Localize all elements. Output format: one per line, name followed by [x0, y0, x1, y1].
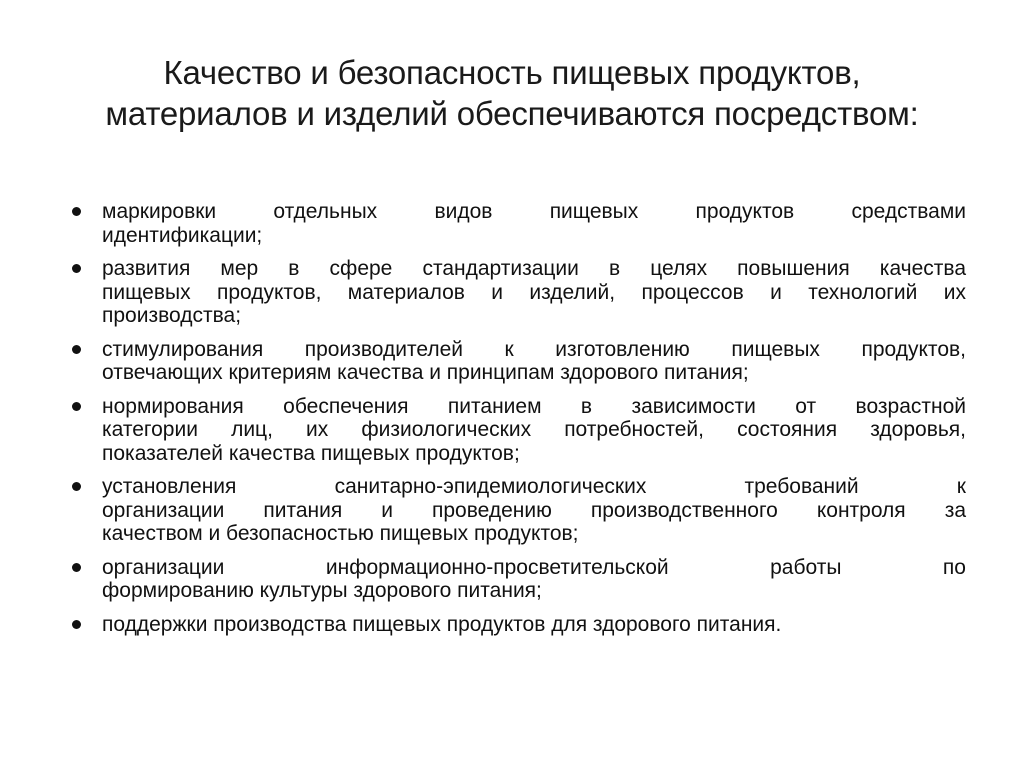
bullet-line: поддержки производства пищевых продуктов для здорового питания. — [102, 612, 782, 636]
bullet-item-stimulation — [72, 338, 966, 385]
bullet-icon — [72, 482, 81, 491]
bullet-item-production-support — [72, 613, 966, 637]
bullet-list — [72, 200, 966, 646]
bullet-line: отвечающих критериям качества и принципам здорового питания; — [102, 361, 749, 384]
bullet-line: организации информационно-просветительской работы по — [102, 555, 966, 579]
bullet-icon — [72, 563, 81, 572]
bullet-item-standardization — [72, 257, 966, 328]
bullet-line: формированию культуры здорового питания; — [102, 579, 542, 602]
bullet-line: категории лиц, их физиологических потребностей, состояния здоровья, — [102, 418, 966, 441]
bullet-icon — [72, 620, 81, 629]
bullet-icon — [72, 264, 81, 273]
page-title — [40, 52, 984, 134]
bullet-line: производства; — [102, 304, 242, 327]
bullet-line: показателей качества пищевых продуктов; — [102, 441, 520, 465]
bullet-line: развития мер в сфере стандартизации в целях повышения качества — [102, 257, 966, 280]
bullet-icon — [72, 207, 81, 216]
bullet-item-nutrition-norms — [72, 395, 966, 466]
bullet-line: пищевых продуктов, материалов и изделий, процессов и технологий их — [102, 280, 966, 304]
bullet-line: маркировки отдельных видов пищевых продуктов средствами — [102, 200, 966, 223]
title-line-1: Качество и безопасность пищевых продуктов, — [163, 54, 861, 91]
bullet-icon — [72, 402, 81, 411]
bullet-line: нормирования обеспечения питанием в зависимости от возрастной — [102, 394, 966, 418]
bullet-item-labeling — [72, 200, 966, 247]
bullet-line: установления санитарно-эпидемиологических требований к — [102, 475, 966, 498]
title-line-2: материалов и изделий обеспечиваются посредством: — [105, 95, 919, 132]
bullet-icon — [72, 345, 81, 354]
bullet-line: стимулирования производителей к изготовлению пищевых продуктов, — [102, 337, 966, 361]
bullet-item-sanitary-requirements — [72, 475, 966, 546]
bullet-line: идентификации; — [102, 223, 263, 247]
bullet-item-education — [72, 556, 966, 603]
bullet-line: организации питания и проведению производственного контроля за — [102, 498, 966, 522]
bullet-line: качеством и безопасностью пищевых продуктов; — [102, 522, 579, 545]
